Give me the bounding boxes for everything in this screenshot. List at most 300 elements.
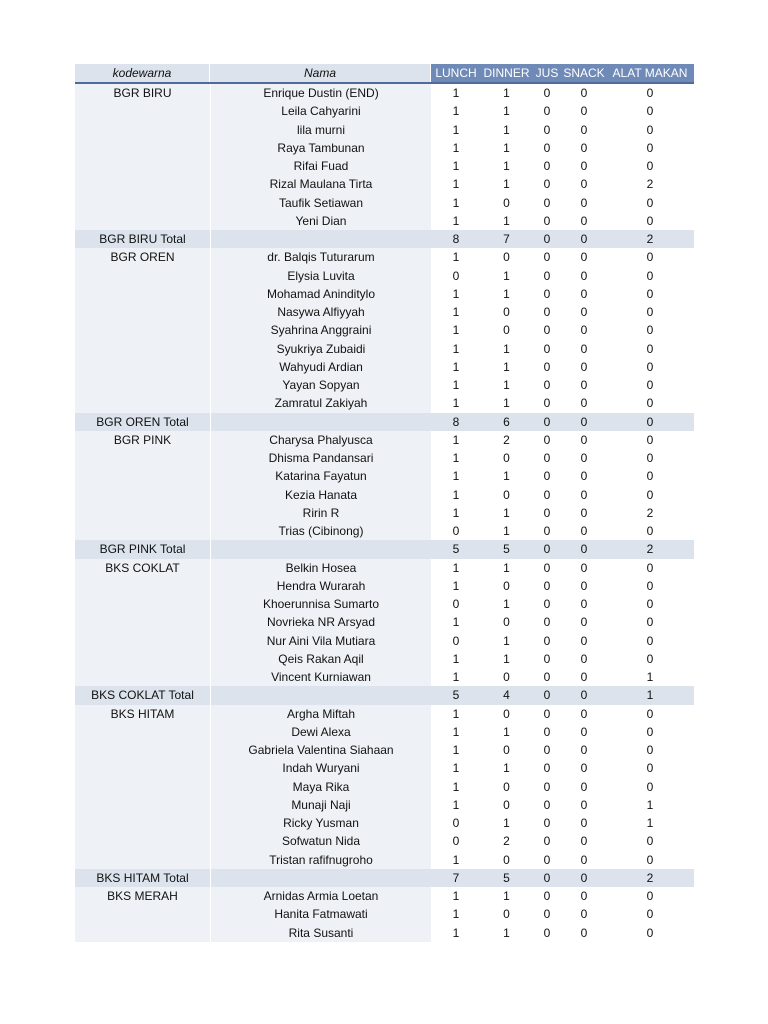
- nama-cell: Charysa Phalyusca: [210, 431, 431, 449]
- kodewarna-cell: BKS HITAM Total: [75, 869, 210, 887]
- snack-cell: 0: [580, 597, 588, 611]
- alat-makan-cell: 0: [646, 414, 654, 429]
- kodewarna-cell: [75, 376, 210, 394]
- lunch-cell: 1: [452, 359, 460, 374]
- dinner-cell: 0: [503, 852, 510, 867]
- kodewarna-cell: [75, 613, 210, 631]
- lunch-cell: 1: [452, 86, 460, 100]
- jus-cell: 0: [543, 925, 551, 940]
- alat-makan-cell: 0: [646, 451, 654, 465]
- lunch-cell: 1: [452, 779, 460, 794]
- lunch-cell: 1: [452, 104, 460, 119]
- snack-cell: 0: [580, 743, 588, 757]
- snack-cell: 0: [580, 414, 588, 429]
- dinner-cell: 1: [503, 761, 510, 776]
- nama-cell: Indah Wuryani: [210, 759, 431, 777]
- lunch-cell: 1: [452, 159, 460, 173]
- snack-cell: 0: [580, 907, 588, 922]
- table-row: [75, 303, 694, 321]
- table-row: [75, 632, 694, 650]
- lunch-cell: 8: [452, 414, 460, 429]
- dinner-cell: 1: [503, 816, 510, 830]
- alat-makan-cell: 0: [646, 341, 654, 356]
- jus-cell: 0: [543, 359, 551, 374]
- table-row: [75, 139, 694, 157]
- lunch-cell: 0: [452, 524, 460, 538]
- kodewarna-cell: [75, 340, 210, 358]
- lunch-cell: 1: [452, 797, 460, 812]
- dinner-cell: 1: [503, 505, 510, 520]
- table-row: [75, 467, 694, 485]
- snack-cell: 0: [580, 724, 588, 739]
- dinner-cell: 1: [503, 140, 510, 155]
- lunch-cell: 0: [452, 834, 460, 849]
- dinner-cell: 1: [503, 597, 510, 611]
- lunch-cell: 0: [452, 816, 460, 830]
- kodewarna-cell: [75, 267, 210, 285]
- dinner-cell: 5: [503, 870, 510, 885]
- snack-cell: 0: [580, 706, 588, 721]
- kodewarna-cell: [75, 175, 210, 193]
- lunch-cell: 0: [452, 268, 460, 283]
- lunch-cell: 1: [452, 706, 460, 721]
- nama-cell: Nur Aini Vila Mutiara: [210, 632, 431, 650]
- alat-makan-cell: 1: [646, 688, 654, 703]
- jus-cell: 0: [543, 834, 551, 849]
- nama-cell: Gabriela Valentina Siahaan: [210, 741, 431, 759]
- table-row: [75, 486, 694, 504]
- snack-cell: 0: [580, 505, 588, 520]
- header-snack: SNACK: [563, 66, 605, 80]
- dinner-cell: 1: [503, 359, 510, 374]
- table-row: [75, 267, 694, 285]
- lunch-cell: 1: [452, 505, 460, 520]
- snack-cell: 0: [580, 432, 588, 447]
- kodewarna-cell: BGR OREN: [75, 248, 210, 266]
- snack-cell: 0: [580, 797, 588, 812]
- alat-makan-cell: 0: [646, 761, 654, 776]
- kodewarna-cell: BGR OREN Total: [75, 413, 210, 431]
- nama-cell: Elysia Luvita: [210, 267, 431, 285]
- dinner-cell: 1: [503, 286, 510, 301]
- jus-cell: 0: [543, 633, 551, 648]
- dinner-cell: 1: [503, 104, 510, 119]
- lunch-cell: 1: [452, 378, 460, 392]
- table-row: [75, 778, 694, 796]
- jus-cell: 0: [543, 250, 551, 265]
- dinner-cell: 1: [503, 268, 510, 283]
- lunch-cell: 1: [452, 286, 460, 301]
- nama-cell: Zamratul Zakiyah: [210, 394, 431, 412]
- dinner-cell: 0: [503, 779, 510, 794]
- kodewarna-cell: [75, 486, 210, 504]
- jus-cell: 0: [543, 86, 551, 100]
- table-row: [75, 905, 694, 923]
- snack-cell: 0: [580, 359, 588, 374]
- lunch-cell: 1: [452, 560, 460, 575]
- kodewarna-cell: [75, 303, 210, 321]
- jus-cell: 0: [543, 743, 551, 757]
- alat-makan-cell: 0: [646, 743, 654, 757]
- snack-cell: 0: [580, 542, 588, 557]
- alat-makan-cell: 0: [646, 834, 654, 849]
- kodewarna-cell: [75, 212, 210, 230]
- kodewarna-cell: [75, 285, 210, 303]
- lunch-cell: 1: [452, 305, 460, 319]
- alat-makan-cell: 0: [646, 651, 654, 666]
- kodewarna-cell: BGR PINK: [75, 431, 210, 449]
- kodewarna-cell: [75, 778, 210, 796]
- snack-cell: 0: [580, 670, 588, 684]
- nama-cell: [210, 230, 431, 248]
- snack-cell: 0: [580, 305, 588, 319]
- snack-cell: 0: [580, 177, 588, 192]
- dinner-cell: 0: [503, 578, 510, 593]
- jus-cell: 0: [543, 670, 551, 684]
- dinner-cell: 0: [503, 706, 510, 721]
- jus-cell: 0: [543, 578, 551, 593]
- alat-makan-cell: 0: [646, 159, 654, 173]
- table-row: [75, 595, 694, 613]
- kodewarna-cell: [75, 394, 210, 412]
- snack-cell: 0: [580, 816, 588, 830]
- jus-cell: 0: [543, 469, 551, 484]
- dinner-cell: 5: [503, 542, 510, 557]
- jus-cell: 0: [543, 268, 551, 283]
- dinner-cell: 1: [503, 524, 510, 538]
- table-row: [75, 321, 694, 339]
- kodewarna-cell: [75, 595, 210, 613]
- dinner-cell: 0: [503, 743, 510, 757]
- snack-cell: 0: [580, 578, 588, 593]
- nama-cell: Dhisma Pandansari: [210, 449, 431, 467]
- kodewarna-cell: [75, 832, 210, 850]
- table-row: [75, 522, 694, 540]
- nama-cell: Khoerunnisa Sumarto: [210, 595, 431, 613]
- lunch-cell: 0: [452, 597, 460, 611]
- dinner-cell: 2: [503, 432, 510, 447]
- alat-makan-cell: 0: [646, 378, 654, 392]
- kodewarna-cell: [75, 723, 210, 741]
- table-row: [75, 194, 694, 212]
- dinner-cell: 0: [503, 323, 510, 338]
- kodewarna-cell: [75, 358, 210, 376]
- lunch-cell: 7: [452, 870, 460, 885]
- snack-cell: 0: [580, 487, 588, 502]
- nama-cell: Maya Rika: [210, 778, 431, 796]
- alat-makan-cell: 2: [646, 232, 654, 246]
- alat-makan-cell: 2: [646, 870, 654, 885]
- header-lunch: LUNCH: [431, 64, 481, 82]
- snack-cell: 0: [580, 286, 588, 301]
- snack-cell: 0: [580, 122, 588, 137]
- alat-makan-cell: 2: [646, 177, 654, 192]
- dinner-cell: 1: [503, 396, 510, 411]
- table-row: [75, 759, 694, 777]
- table-body: [75, 84, 694, 942]
- jus-cell: 0: [543, 305, 551, 319]
- alat-makan-cell: 0: [646, 469, 654, 484]
- kodewarna-cell: [75, 449, 210, 467]
- table-row: [75, 741, 694, 759]
- dinner-cell: 1: [503, 341, 510, 356]
- jus-cell: 0: [543, 524, 551, 538]
- header-nama: Nama: [210, 64, 431, 82]
- table-row: [75, 121, 694, 139]
- nama-cell: Syahrina Anggraini: [210, 321, 431, 339]
- header-alat-makan: ALAT MAKAN: [606, 64, 694, 82]
- snack-cell: 0: [580, 104, 588, 119]
- table-row: [75, 102, 694, 120]
- table-row: [75, 705, 694, 723]
- dinner-cell: 1: [503, 560, 510, 575]
- kodewarna-cell: [75, 504, 210, 522]
- kodewarna-cell: BKS MERAH: [75, 887, 210, 905]
- dinner-cell: 0: [503, 305, 510, 319]
- lunch-cell: 1: [452, 907, 460, 922]
- kodewarna-cell: BKS HITAM: [75, 705, 210, 723]
- lunch-cell: 1: [452, 925, 460, 940]
- nama-cell: Syukriya Zubaidi: [210, 340, 431, 358]
- table-row: [75, 851, 694, 869]
- nama-cell: Belkin Hosea: [210, 559, 431, 577]
- nama-cell: Rifai Fuad: [210, 157, 431, 175]
- snack-cell: 0: [580, 633, 588, 648]
- alat-makan-cell: 2: [646, 505, 654, 520]
- dinner-cell: 0: [503, 451, 510, 465]
- table-row: [75, 285, 694, 303]
- alat-makan-cell: 0: [646, 889, 654, 903]
- jus-cell: 0: [543, 396, 551, 411]
- kodewarna-cell: BGR BIRU: [75, 84, 210, 102]
- alat-makan-cell: 0: [646, 615, 654, 630]
- header-kodewarna: kodewarna: [75, 64, 210, 82]
- nama-cell: Mohamad Aninditylo: [210, 285, 431, 303]
- jus-cell: 0: [543, 177, 551, 192]
- alat-makan-cell: 0: [646, 925, 654, 940]
- alat-makan-cell: 0: [646, 524, 654, 538]
- table-row: [75, 650, 694, 668]
- snack-cell: 0: [580, 213, 588, 228]
- dinner-cell: 4: [503, 688, 510, 703]
- jus-cell: 0: [543, 414, 551, 429]
- table-row: [75, 449, 694, 467]
- alat-makan-cell: 0: [646, 432, 654, 447]
- snack-cell: 0: [580, 140, 588, 155]
- jus-cell: 0: [543, 122, 551, 137]
- kodewarna-cell: [75, 650, 210, 668]
- lunch-cell: 1: [452, 487, 460, 502]
- jus-cell: 0: [543, 651, 551, 666]
- kodewarna-cell: [75, 924, 210, 942]
- alat-makan-cell: 0: [646, 359, 654, 374]
- kodewarna-cell: [75, 905, 210, 923]
- kodewarna-cell: [75, 741, 210, 759]
- nama-cell: Hendra Wurarah: [210, 577, 431, 595]
- nama-cell: Yayan Sopyan: [210, 376, 431, 394]
- nama-cell: Kezia Hanata: [210, 486, 431, 504]
- table-row: [75, 796, 694, 814]
- table-row: [75, 431, 694, 449]
- kodewarna-cell: [75, 814, 210, 832]
- lunch-cell: 1: [452, 250, 460, 265]
- nama-cell: [210, 686, 431, 704]
- snack-cell: 0: [580, 688, 588, 703]
- alat-makan-cell: 0: [646, 779, 654, 794]
- snack-cell: 0: [580, 232, 588, 246]
- alat-makan-cell: 1: [646, 816, 654, 830]
- alat-makan-cell: 0: [646, 852, 654, 867]
- lunch-cell: 0: [452, 633, 460, 648]
- snack-cell: 0: [580, 524, 588, 538]
- dinner-cell: 0: [503, 487, 510, 502]
- lunch-cell: 1: [452, 651, 460, 666]
- snack-cell: 0: [580, 268, 588, 283]
- alat-makan-cell: 0: [646, 286, 654, 301]
- snack-cell: 0: [580, 779, 588, 794]
- lunch-cell: 8: [452, 232, 460, 246]
- dinner-cell: 7: [503, 232, 510, 246]
- kodewarna-cell: [75, 321, 210, 339]
- table-row: [75, 212, 694, 230]
- dinner-cell: 0: [503, 195, 510, 210]
- dinner-cell: 1: [503, 177, 510, 192]
- lunch-cell: 1: [452, 177, 460, 192]
- table-row: [75, 924, 694, 942]
- dinner-cell: 0: [503, 670, 510, 684]
- dinner-cell: 6: [503, 414, 510, 429]
- jus-cell: 0: [543, 870, 551, 885]
- snack-cell: 0: [580, 396, 588, 411]
- alat-makan-cell: 0: [646, 578, 654, 593]
- nama-cell: Hanita Fatmawati: [210, 905, 431, 923]
- alat-makan-cell: 0: [646, 213, 654, 228]
- group-total-row: [75, 869, 694, 887]
- alat-makan-cell: 0: [646, 706, 654, 721]
- kodewarna-cell: [75, 102, 210, 120]
- jus-cell: 0: [543, 232, 551, 246]
- lunch-cell: 5: [452, 542, 460, 557]
- snack-cell: 0: [580, 323, 588, 338]
- alat-makan-cell: 0: [646, 597, 654, 611]
- dinner-cell: 2: [503, 834, 510, 849]
- jus-cell: 0: [543, 323, 551, 338]
- table-row: [75, 84, 694, 102]
- nama-cell: Wahyudi Ardian: [210, 358, 431, 376]
- snack-cell: 0: [580, 86, 588, 100]
- table-row: [75, 832, 694, 850]
- snack-cell: 0: [580, 560, 588, 575]
- nama-cell: Argha Miftah: [210, 705, 431, 723]
- jus-cell: 0: [543, 816, 551, 830]
- nama-cell: Katarina Fayatun: [210, 467, 431, 485]
- alat-makan-cell: 0: [646, 86, 654, 100]
- lunch-cell: 1: [452, 432, 460, 447]
- dinner-cell: 1: [503, 724, 510, 739]
- kodewarna-cell: [75, 522, 210, 540]
- jus-cell: 0: [543, 341, 551, 356]
- alat-makan-cell: 1: [646, 797, 654, 812]
- nama-cell: Nasywa Alfiyyah: [210, 303, 431, 321]
- table-row: [75, 376, 694, 394]
- jus-cell: 0: [543, 797, 551, 812]
- nama-cell: Munaji Naji: [210, 796, 431, 814]
- alat-makan-cell: 0: [646, 250, 654, 265]
- kodewarna-cell: [75, 668, 210, 686]
- nama-cell: Tristan rafifnugroho: [210, 851, 431, 869]
- kodewarna-cell: [75, 194, 210, 212]
- kodewarna-cell: BKS COKLAT Total: [75, 686, 210, 704]
- dinner-cell: 0: [503, 797, 510, 812]
- nama-cell: lila murni: [210, 121, 431, 139]
- snack-cell: 0: [580, 341, 588, 356]
- table-row: [75, 394, 694, 412]
- alat-makan-cell: 0: [646, 487, 654, 502]
- snack-cell: 0: [580, 469, 588, 484]
- nama-cell: Raya Tambunan: [210, 139, 431, 157]
- jus-cell: 0: [543, 542, 551, 557]
- dinner-cell: 1: [503, 469, 510, 484]
- dinner-cell: 1: [503, 86, 510, 100]
- jus-cell: 0: [543, 378, 551, 392]
- table-row: [75, 504, 694, 522]
- nama-cell: Leila Cahyarini: [210, 102, 431, 120]
- lunch-cell: 1: [452, 615, 460, 630]
- table-row: [75, 723, 694, 741]
- lunch-cell: 1: [452, 341, 460, 356]
- kodewarna-cell: [75, 796, 210, 814]
- lunch-cell: 1: [452, 889, 460, 903]
- snack-cell: 0: [580, 925, 588, 940]
- nama-cell: Yeni Dian: [210, 212, 431, 230]
- kodewarna-cell: [75, 121, 210, 139]
- dinner-cell: 1: [503, 925, 510, 940]
- lunch-cell: 1: [452, 323, 460, 338]
- dinner-cell: 1: [503, 889, 510, 903]
- jus-cell: 0: [543, 286, 551, 301]
- kodewarna-cell: [75, 577, 210, 595]
- lunch-cell: 1: [452, 195, 460, 210]
- table-row: [75, 358, 694, 376]
- snack-cell: 0: [580, 615, 588, 630]
- snack-cell: 0: [580, 651, 588, 666]
- alat-makan-cell: 0: [646, 268, 654, 283]
- meal-order-table: [75, 64, 694, 942]
- kodewarna-cell: [75, 851, 210, 869]
- group-total-row: [75, 230, 694, 248]
- nama-cell: [210, 869, 431, 887]
- dinner-cell: 1: [503, 159, 510, 173]
- table-row: [75, 577, 694, 595]
- table-row: [75, 175, 694, 193]
- kodewarna-cell: [75, 759, 210, 777]
- dinner-cell: 0: [503, 250, 510, 265]
- nama-cell: Enrique Dustin (END): [210, 84, 431, 102]
- table-row: [75, 814, 694, 832]
- jus-cell: 0: [543, 597, 551, 611]
- dinner-cell: 1: [503, 378, 510, 392]
- dinner-cell: 1: [503, 633, 510, 648]
- nama-cell: Rita Susanti: [210, 924, 431, 942]
- jus-cell: 0: [543, 615, 551, 630]
- nama-cell: Qeis Rakan Aqil: [210, 650, 431, 668]
- snack-cell: 0: [580, 159, 588, 173]
- table-row: [75, 340, 694, 358]
- alat-makan-cell: 0: [646, 305, 654, 319]
- lunch-cell: 1: [452, 213, 460, 228]
- kodewarna-cell: BGR PINK Total: [75, 540, 210, 558]
- lunch-cell: 1: [452, 396, 460, 411]
